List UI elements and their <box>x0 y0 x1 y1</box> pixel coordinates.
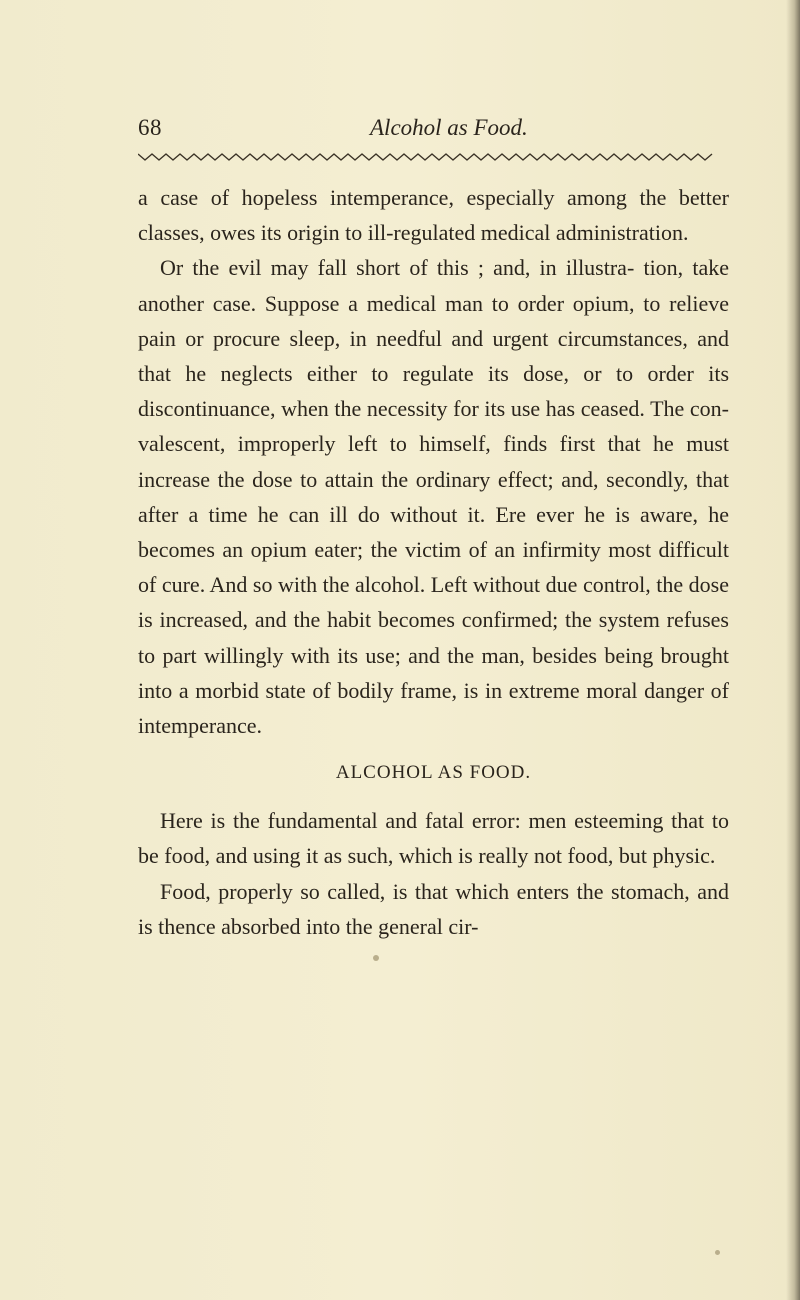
section-heading: ALCOHOL AS FOOD. <box>335 762 532 784</box>
body-text <box>138 180 729 944</box>
paper-speck <box>715 1250 720 1255</box>
paragraph: Here is the fundamental and fatal error: men esteeming that to be food, and using it as such, which is really not food, but physic. <box>138 808 729 869</box>
paragraph: Or the evil may fall short of this ; and, in illustra- tion, take another case. Suppose a medical man to order opium, to relieve pain or procure sleep, in needful and urgent circumstances, and that he neglects either to regulate its dose, or to order its discontinuance, when the necessity for its use has ceased. The con- valescent, improperly left to himself, finds first that he must increase the dose to attain the ordinary effect; and, secondly, that after a time he can ill do without it. Ere ever he is aware, he becomes an opium eater; the victim of an infirmity most difficult of cure. And so with the alcohol. Left without due control, the dose is increased, and the habit becomes confirmed; the system refuses to part willingly with its use; and the man, besides being brought into a morbid state of bodily frame, is in extreme moral danger of intemperance. <box>138 255 729 739</box>
page-number: 68 <box>138 115 162 140</box>
paragraph: Food, properly so called, is that which enters the stomach, and is thence absorbed into the general cir- <box>138 878 729 939</box>
paper-speck <box>373 955 379 961</box>
page-edge-shadow <box>786 0 800 1300</box>
running-title: Alcohol as Food. <box>370 115 528 140</box>
ornamental-wavy-rule <box>138 152 714 162</box>
paragraph: a case of hopeless intemperance, especially among the better classes, owes its origin to ill-regulated medical administration. <box>138 185 729 246</box>
page-header <box>138 115 714 149</box>
